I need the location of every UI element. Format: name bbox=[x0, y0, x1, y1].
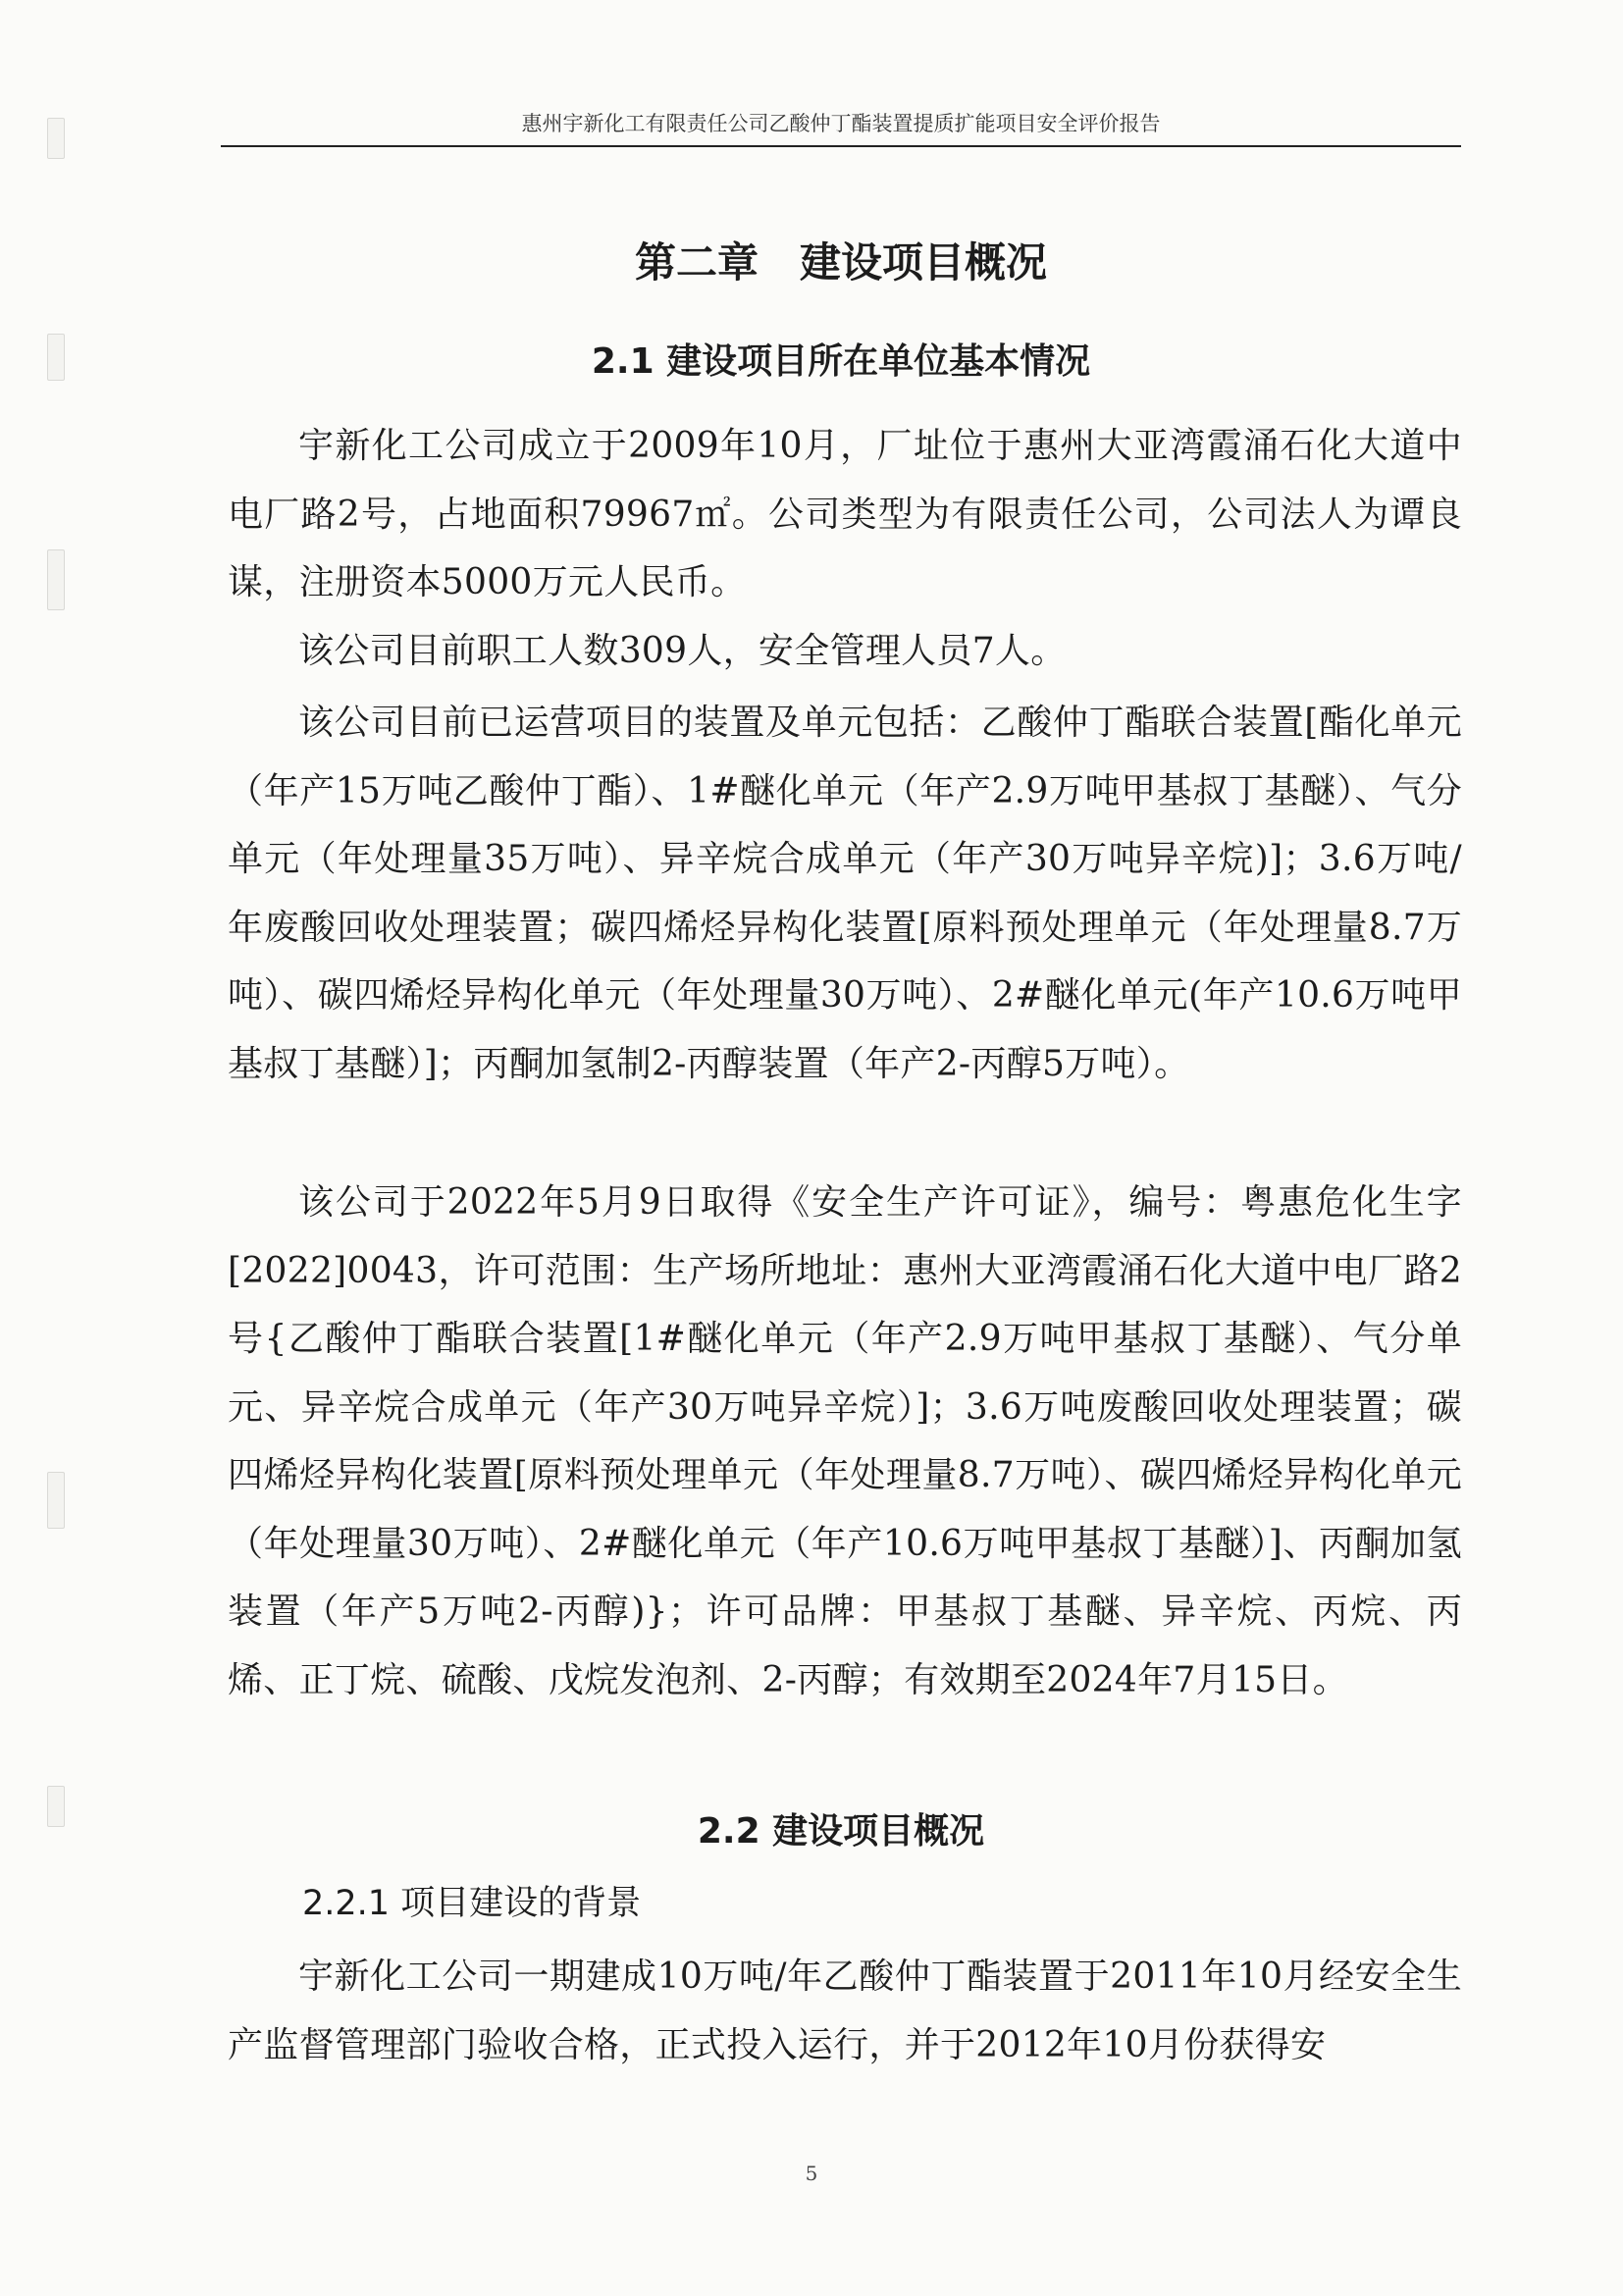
paragraph-operating-units: 该公司目前已运营项目的装置及单元包括：乙酸仲丁酯联合装置[酯化单元（年产15万吨乙酸仲丁酯）、1#醚化单元（年产2.9万吨甲基叔丁基醚）、气分单元（年处理量35万吨）、异辛烷合成单元（年产30万吨异辛烷)]；3.6万吨/年废酸回收处理装置；碳四烯烃异构化装置[原料预处理单元（年处理量8.7万吨）、碳四烯烃异构化单元（年处理量30万吨）、2#醚化单元(年产10.6万吨甲基叔丁基醚）]；丙酮加氢制2-丙醇装置（年产2-丙醇5万吨）。 bbox=[228, 703, 1462, 1084]
scan-binding-mark bbox=[47, 118, 65, 159]
scan-binding-mark bbox=[47, 334, 65, 381]
paragraph-background: 宇新化工公司一期建成10万吨/年乙酸仲丁酯装置于2011年10月经安全生产监督管理部门验收合格，正式投入运行，并于2012年10月份获得安 bbox=[228, 1957, 1462, 2065]
section-title-2-2: 2.2 建设项目概况 bbox=[697, 1811, 985, 1852]
page-number: 5 bbox=[805, 2162, 818, 2185]
running-header: 惠州宇新化工有限责任公司乙酸仲丁酯装置提质扩能项目安全评价报告 bbox=[521, 112, 1161, 135]
header-divider bbox=[221, 145, 1461, 147]
section-title-2-1: 2.1 建设项目所在单位基本情况 bbox=[591, 341, 1091, 382]
scan-binding-mark bbox=[47, 1472, 65, 1529]
scan-binding-mark bbox=[47, 1786, 65, 1827]
paragraph-company-info: 宇新化工公司成立于2009年10月，厂址位于惠州大亚湾霞涌石化大道中电厂路2号，占地面积79967㎡。公司类型为有限责任公司，公司法人为谭良谋，注册资本5000万元人民币。 bbox=[228, 426, 1462, 602]
paragraph-staff: 该公司目前职工人数309人，安全管理人员7人。 bbox=[298, 631, 1067, 671]
paragraph-safety-license: 该公司于2022年5月9日取得《安全生产许可证》，编号：粤惠危化生字[2022]0043，许可范围：生产场所地址：惠州大亚湾霞涌石化大道中电厂路2号{乙酸仲丁酯联合装置[1#醚化单元（年产2.9万吨甲基叔丁基醚）、气分单元、异辛烷合成单元（年产30万吨异辛烷）]；3.6万吨废酸回收处理装置；碳四烯烃异构化装置[原料预处理单元（年处理量8.7万吨）、碳四烯烃异构化单元（年处理量30万吨）、2#醚化单元（年产10.6万吨甲基叔丁基醚）]、丙酮加氢装置（年产5万吨2-丙醇)}；许可品牌：甲基叔丁基醚、异辛烷、丙烷、丙烯、正丁烷、硫酸、戊烷发泡剂、2-丙醇；有效期至2024年7月15日。 bbox=[228, 1182, 1462, 1700]
chapter-title: 第二章 建设项目概况 bbox=[634, 238, 1047, 287]
scan-binding-mark bbox=[47, 549, 65, 610]
subsection-title-2-2-1: 2.2.1 项目建设的背景 bbox=[302, 1884, 642, 1923]
